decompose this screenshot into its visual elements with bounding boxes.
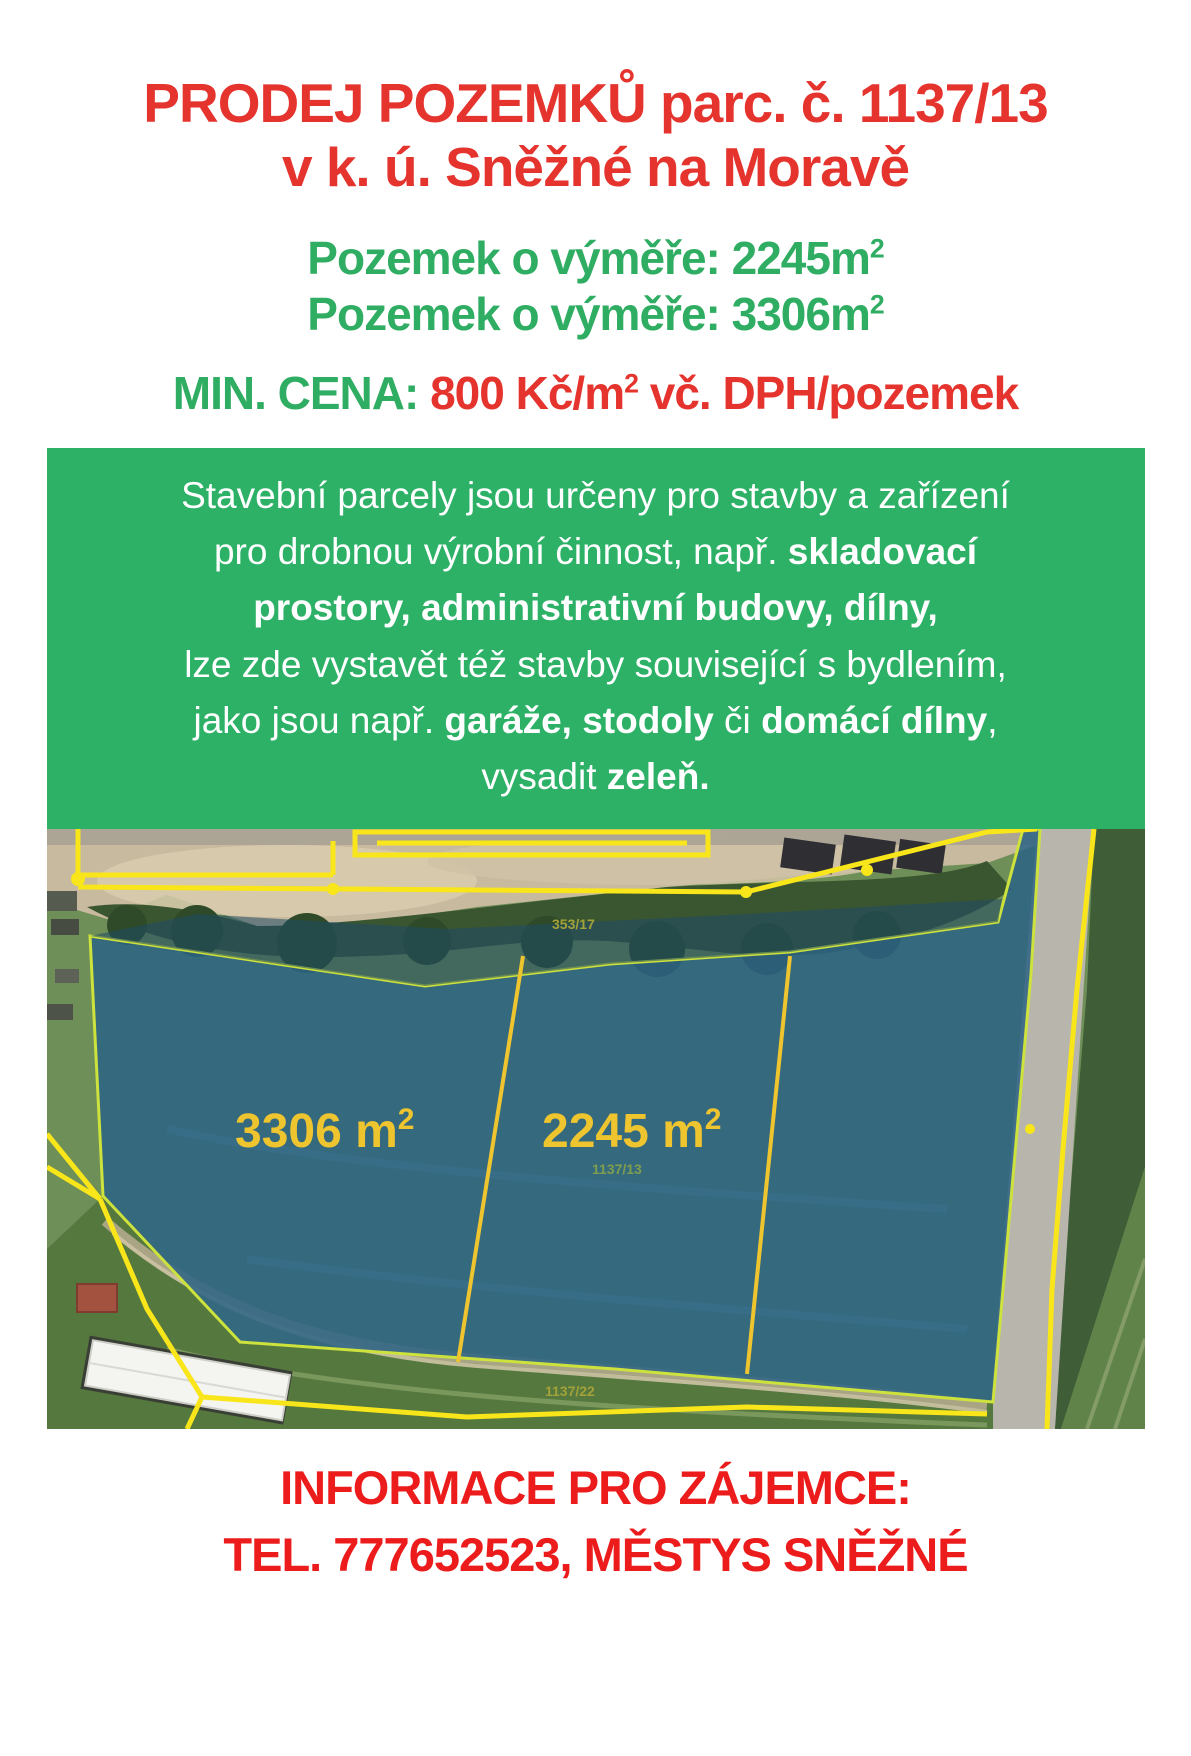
- description-segment: skladovací: [787, 531, 978, 573]
- price-label: MIN. CENA:: [172, 366, 431, 419]
- price-value-post: vč. DPH/pozemek: [637, 366, 1019, 419]
- plot-areas: [0, 230, 1191, 342]
- aerial-map-svg: [47, 829, 1145, 1429]
- description-line: [47, 637, 1145, 693]
- description-segment: Stavební parcely jsou určeny pro stavby a zařízení: [181, 474, 1010, 516]
- description-line: [47, 749, 1145, 805]
- parcel-area-label-2245: 2245 $m^2$: [541, 1103, 721, 1159]
- description-segment: garáže, stodoly: [444, 699, 714, 741]
- description-segment: lze zde vystavět též stavby související s bydlením,: [184, 643, 1007, 685]
- title-line1: PRODEJ POZEMKŮ parc. č. 1137/13: [143, 72, 1048, 134]
- description-segment: pro drobnou výrobní činnost, např.: [213, 531, 788, 573]
- contact-line1: INFORMACE PRO ZÁJEMCE:: [280, 1461, 911, 1515]
- parcel-area-label-3306: 3306 $m^2$: [234, 1103, 414, 1159]
- contact-line2: TEL. 777652523, MĚSTYS SNĚŽNÉ: [223, 1527, 968, 1581]
- description-line: [47, 468, 1145, 524]
- price-line: [0, 366, 1191, 420]
- description-segment: vysadit: [481, 755, 607, 797]
- page-title: [30, 72, 1161, 200]
- description-line: [47, 580, 1145, 636]
- description-segment: jako jsou např.: [193, 699, 445, 741]
- description-box: [47, 448, 1145, 829]
- area-line-2: [0, 286, 1191, 342]
- map-red-shed: [77, 1284, 117, 1312]
- description-segment: či: [713, 699, 762, 741]
- description-line: [47, 693, 1145, 749]
- parcel-number-1137-22: 1137/22: [544, 1383, 595, 1400]
- description-segment: ,: [987, 699, 998, 741]
- description-line: [47, 524, 1145, 580]
- title-line2: v k. ú. Sněžné na Moravě: [281, 135, 910, 198]
- parcel-number-353-17: 353/17: [551, 916, 595, 933]
- description-segment: prostory, administrativní budovy, dílny,: [253, 587, 938, 629]
- flyer-page: [0, 72, 1191, 1756]
- aerial-map: [47, 829, 1145, 1429]
- area-line-1: [0, 230, 1191, 286]
- area-line-1-sup: 2: [869, 233, 884, 264]
- area-line-2-text: Pozemek o výměře: 3306m: [307, 287, 870, 340]
- price-value-pre: 800 Kč/m: [430, 366, 625, 419]
- price-sup: 2: [624, 368, 638, 399]
- area-line-2-sup: 2: [869, 289, 884, 320]
- contact-info: [0, 1455, 1191, 1588]
- area-line-1-text: Pozemek o výměře: 2245m: [307, 231, 870, 284]
- description-segment: domácí dílny: [761, 699, 988, 741]
- description-segment: zeleň.: [606, 755, 710, 797]
- parcel-number-1137-13: 1137/13: [591, 1161, 642, 1178]
